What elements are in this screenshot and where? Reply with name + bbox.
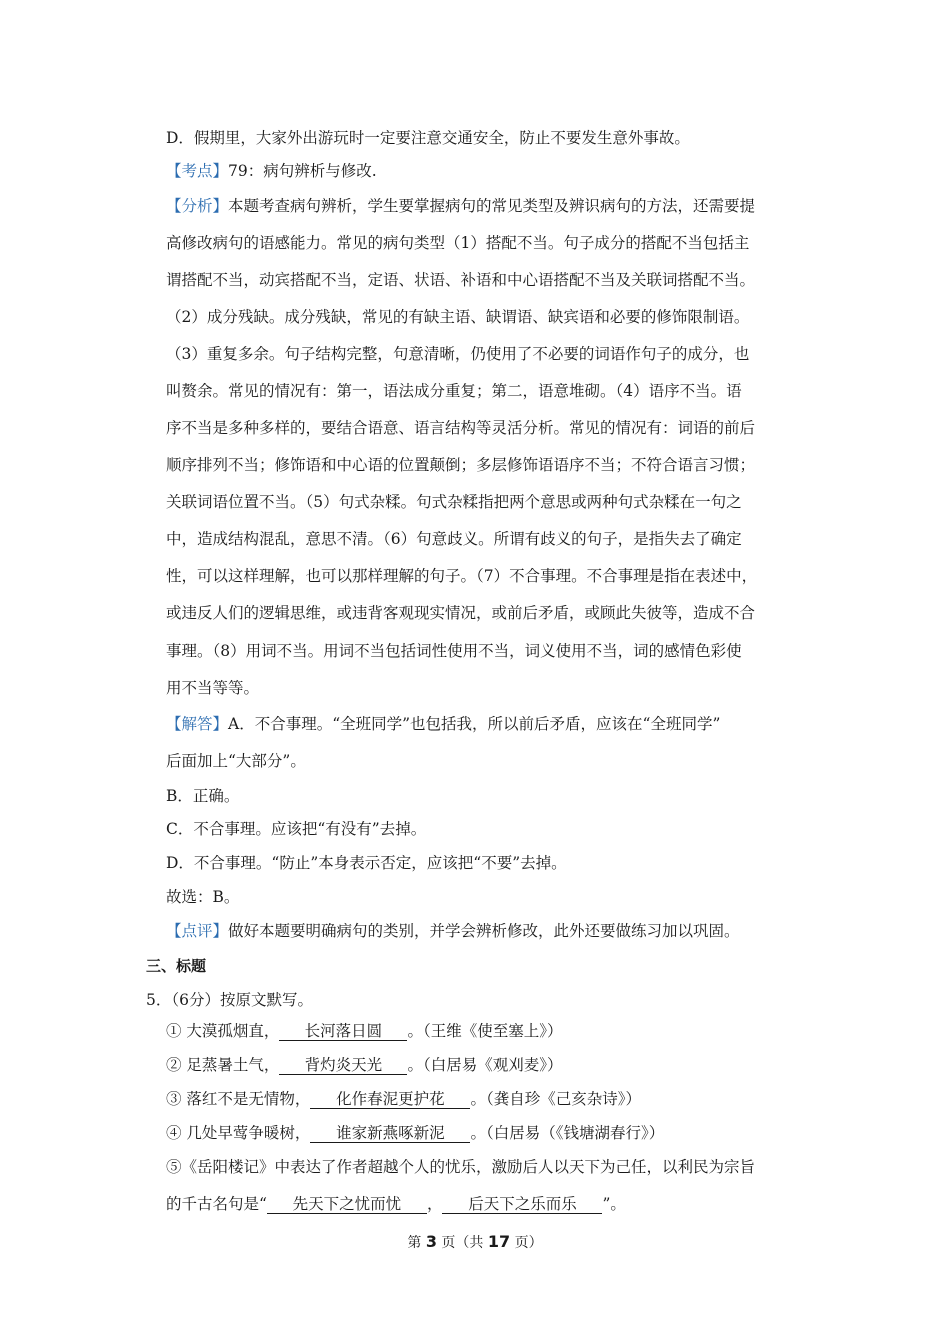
fenxi-line: 中，造成结构混乱，意思不清。（6）句意歧义。所谓有歧义的句子，是指失去了确定 [166,530,742,548]
jieda-answer: 故选：B。 [166,888,240,906]
q5-item-suffix: ”。 [602,1195,626,1213]
fenxi-line: 或违反人们的逻辑思维，或违背客观现实情况，或前后矛盾，或顾此失彼等，造成不合 [166,604,756,622]
option-d: D．假期里，大家外出游玩时一定要注意交通安全，防止不要发生意外事故。 [166,129,690,147]
fenxi-line-1 [166,196,755,216]
q5-item-prefix: ④ 几处早莺争暖树， [166,1124,311,1142]
footer-prefix: 第 [407,1235,426,1251]
q5-item-2 [166,1055,562,1075]
fenxi-line: 关联词语位置不当。（5）句式杂糅。句式杂糅指把两个意思或两种句式杂糅在一句之 [166,493,742,511]
footer-middle: 页（共 [436,1235,488,1251]
fenxi-line: 谓搭配不当，动宾搭配不当，定语、状语、补语和中心语搭配不当及关联词搭配不当。 [166,271,756,289]
q5-answer-blank: 长河落日圆 [279,1022,407,1041]
jieda-option-b: B．正确。 [166,787,240,805]
jieda-option-c: C．不合事理。应该把“有没有”去掉。 [166,820,427,838]
q5-answer-blank-1: 先天下之忧而忧 [267,1195,427,1214]
q5-item-separator: ， [426,1195,443,1213]
kaodian-tag: 【考点】 [166,162,229,180]
fenxi-text-1: 本题考查病句辨析，学生要掌握病句的常见类型及辨识病句的方法，还需要提 [228,197,756,215]
q5-item-suffix: 。（龚自珍《己亥杂诗》） [470,1090,641,1108]
fenxi-line: 事理。（8）用词不当。用词不当包括词性使用不当，词义使用不当，词的感情色彩使 [166,642,742,660]
q5-answer-blank: 背灼炎天光 [279,1056,407,1075]
footer-suffix: 页） [510,1235,543,1251]
jieda-line-1 [166,714,720,734]
kaodian-line [166,161,377,181]
q5-answer-blank: 谁家新燕啄新泥 [310,1124,470,1143]
q5-item-3 [166,1089,641,1109]
fenxi-line: （3）重复多余。句子结构完整，句意清晰，仍使用了不必要的词语作句子的成分，也 [166,345,750,363]
fenxi-line: 用不当等等。 [166,679,260,697]
q5-answer-blank: 化作春泥更护花 [310,1090,470,1109]
q5-item-prefix: 的千古名句是“ [166,1195,267,1213]
jieda-text-1: A．不合事理。“全班同学”也包括我，所以前后矛盾，应该在“全班同学” [228,715,721,733]
fenxi-line: 叫赘余。常见的情况有：第一，语法成分重复；第二，语意堆砌。（4）语序不当。语 [166,382,742,400]
fenxi-line: 高修改病句的语感能力。常见的病句类型（1）搭配不当。句子成分的搭配不当包括主 [166,234,750,252]
fenxi-line: 序不当是多种多样的，要结合语意、语言结构等灵活分析。常见的情况有：词语的前后 [166,419,756,437]
q5-item-prefix: ③ 落红不是无情物， [166,1090,311,1108]
fenxi-line: 性，可以这样理解，也可以那样理解的句子。（7）不合事理。不合事理是指在表述中， [166,567,758,585]
footer-total-pages: 17 [487,1232,511,1251]
q5-item-suffix: 。（白居易（《钱塘湖春行》） [470,1124,665,1142]
fenxi-line: （2）成分残缺。成分残缺，常见的有缺主语、缺谓语、缺宾语和必要的修饰限制语。 [166,308,750,326]
q5-item-1 [166,1021,562,1041]
q5-item-suffix: 。（白居易《观刈麦》） [407,1056,563,1074]
jieda-option-d: D．不合事理。“防止”本身表示否定，应该把“不要”去掉。 [166,854,567,872]
page-footer [0,1232,950,1252]
section-title: 三、标题 [146,957,207,975]
q5-item-prefix: ② 足蒸暑土气， [166,1056,280,1074]
q5-item-suffix: 。（王维《使至塞上》） [407,1022,563,1040]
question-5-stem: 5．（6分）按原文默写。 [146,991,313,1009]
footer-page-number: 3 [425,1232,437,1251]
jieda-line-2: 后面加上“大部分”。 [166,752,306,770]
q5-item-5-line-2 [166,1194,626,1214]
q5-item-5-line-1: ⑤《岳阳楼记》中表达了作者超越个人的忧乐，激励后人以天下为己任，以利民为宗旨 [166,1158,756,1176]
dianping-text: 做好本题要明确病句的类别，并学会辨析修改，此外还要做练习加以巩固。 [228,922,740,940]
fenxi-tag: 【分析】 [166,197,229,215]
q5-item-prefix: ① 大漠孤烟直， [166,1022,280,1040]
dianping-tag: 【点评】 [166,922,229,940]
dianping-line [166,921,740,941]
q5-item-4 [166,1123,664,1143]
jieda-tag: 【解答】 [166,715,229,733]
fenxi-line: 顺序排列不当；修饰语和中心语的位置颠倒；多层修饰语语序不当；不符合语言习惯； [166,456,756,474]
kaodian-text: 79：病句辨析与修改. [228,162,377,180]
q5-answer-blank-2: 后天下之乐而乐 [442,1195,602,1214]
